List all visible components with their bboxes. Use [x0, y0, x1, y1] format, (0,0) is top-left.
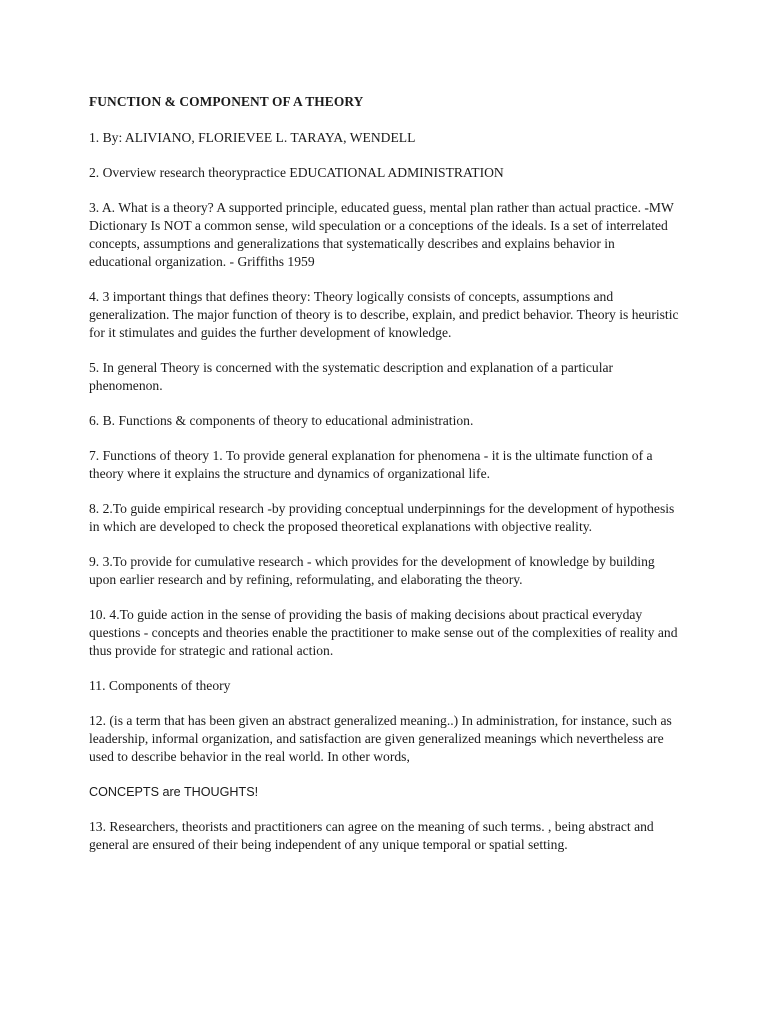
- document-page: [89, 93, 679, 871]
- paragraph-1: 1. By: ALIVIANO, FLORIEVEE L. TARAYA, WENDELL: [89, 130, 416, 145]
- paragraph-13: 13. Researchers, theorists and practitioners can agree on the meaning of such terms. , being abstract and general are ensured of their being independent of any unique temporal or spatial setting.: [89, 819, 654, 852]
- paragraph-2: 2. Overview research theorypractice EDUCATIONAL ADMINISTRATION: [89, 165, 504, 180]
- paragraph-4: 4. 3 important things that defines theory: Theory logically consists of concepts, assumptions and generalization. The major function of theory is to describe, explain, and predict behavior. Theory is heuristic for it stimulates and guides the further development of knowledge.: [89, 289, 679, 340]
- concepts-are-thoughts-line: CONCEPTS are THOUGHTS!: [89, 785, 259, 799]
- paragraph-9: 9. 3.To provide for cumulative research - which provides for the development of knowledge by building upon earlier research and by refining, reformulating, and elaborating the theory.: [89, 554, 655, 587]
- paragraph-12: 12. (is a term that has been given an abstract generalized meaning..) In administration, for instance, such as leadership, informal organization, and satisfaction are given generalized meanings which nevertheless are used to describe behavior in the real world. In other words,: [89, 713, 672, 764]
- paragraph-8: 8. 2.To guide empirical research -by providing conceptual underpinnings for the development of hypothesis in which are developed to check the proposed theoretical explanations with objective reality.: [89, 501, 675, 534]
- document-title: FUNCTION & COMPONENT OF A THEORY: [89, 94, 364, 109]
- paragraph-5: 5. In general Theory is concerned with the systematic description and explanation of a particular phenomenon.: [89, 360, 614, 393]
- paragraph-3: 3. A. What is a theory? A supported principle, educated guess, mental plan rather than actual practice. -MW Dictionary Is NOT a common sense, wild speculation or a conceptions of the ideals. Is a set of interrelated concepts, assumptions and generalizations that systematically describes and explains behavior in educational organization. - Griffiths 1959: [89, 200, 674, 269]
- paragraph-6: 6. B. Functions & components of theory to educational administration.: [89, 413, 474, 428]
- paragraph-7: 7. Functions of theory 1. To provide general explanation for phenomena - it is the ultimate function of a theory where it explains the structure and dynamics of organizational life.: [89, 448, 653, 481]
- paragraph-11: 11. Components of theory: [89, 678, 231, 693]
- paragraph-10: 10. 4.To guide action in the sense of providing the basis of making decisions about practical everyday questions - concepts and theories enable the practitioner to make sense out of the complexities of reality and thus provide for strategic and rational action.: [89, 607, 678, 658]
